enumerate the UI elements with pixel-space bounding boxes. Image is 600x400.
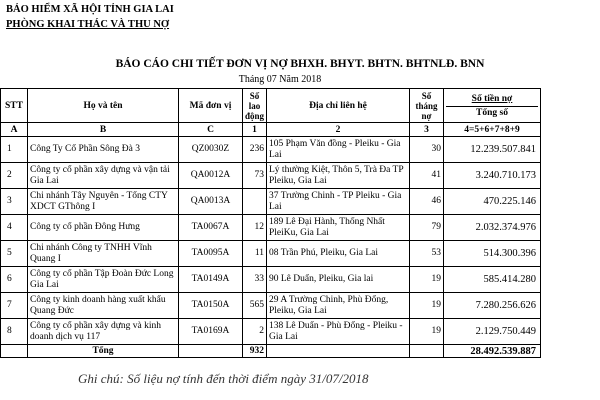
header-name: Họ và tên [28,89,179,123]
row-months: 19 [410,293,444,319]
row-amount: 470.225.146 [444,189,541,215]
row-name: Công ty cổ phần Tập Đoàn Đức Long Gia Lai [28,267,179,293]
row-code: TA0150A [179,293,243,319]
table-row [1,241,541,267]
total-code-empty [179,345,243,358]
row-name: Công ty cổ phần xây dựng và kinh doanh dịch vụ 117 [28,319,179,345]
index-cell: 4=5+6+7+8+9 [444,123,541,137]
index-cell: 3 [410,123,444,137]
row-amount: 7.280.256.626 [444,293,541,319]
total-stt-empty [1,345,28,358]
row-months: 53 [410,241,444,267]
row-name: Chi nhánh Công ty TNHH Vĩnh Quang I [28,241,179,267]
index-cell: B [28,123,179,137]
table-row [1,189,541,215]
row-name: Công Ty Cổ Phần Sông Đà 3 [28,137,179,163]
row-stt: 5 [1,241,28,267]
index-cell: 2 [267,123,410,137]
report-title: BÁO CÁO CHI TIẾT ĐƠN VỊ NỢ BHXH. BHYT. BHTN. BHTNLĐ. BNN [115,58,485,70]
row-stt: 3 [1,189,28,215]
department-name: PHÒNG KHAI THÁC VÀ THU NỢ [6,19,170,30]
row-address: 138 Lê Duẩn - Phù Đổng - Pleiku - Gia Lai [267,319,410,345]
table-row [1,267,541,293]
row-stt: 2 [1,163,28,189]
row-months: 30 [410,137,444,163]
row-amount: 12.239.507.841 [444,137,541,163]
row-code: TA0149A [179,267,243,293]
row-code: QZ0030Z [179,137,243,163]
index-cell: A [1,123,28,137]
total-months-empty [410,345,444,358]
header-address: Địa chỉ liên hệ [267,89,410,123]
table-row [1,215,541,241]
row-workers: 73 [243,163,267,189]
row-stt: 4 [1,215,28,241]
header-amount [444,89,541,123]
row-months: 41 [410,163,444,189]
row-name: Chi nhánh Tây Nguyên - Tổng CTY XDCT GThông I [28,189,179,215]
row-workers: 565 [243,293,267,319]
row-address: 08 Trần Phú, Pleiku, Gia Lai [267,241,410,267]
row-address: 90 Lê Duẩn, Pleiku, Gia lai [267,267,410,293]
row-code: QA0012A [179,163,243,189]
row-workers: 2 [243,319,267,345]
row-address: 37 Trường Chinh - TP Pleiku - Gia Lai [267,189,410,215]
index-cell: 1 [243,123,267,137]
header-amount-label: Số tiền nợ [471,93,513,104]
total-amount: 28.492.539.887 [444,345,541,358]
report-period: Tháng 07 Năm 2018 [238,74,322,85]
row-stt: 6 [1,267,28,293]
debt-report-table [0,88,541,358]
index-row [1,123,541,137]
table-row [1,293,541,319]
header-code: Mã đơn vị [179,89,243,123]
header-amount-total: Tổng số [446,106,538,118]
row-name: Công ty cổ phần Đông Hưng [28,215,179,241]
row-name: Công ty cổ phần xây dựng và vận tải Gia Lai [28,163,179,189]
row-amount: 3.240.710.173 [444,163,541,189]
row-months: 19 [410,267,444,293]
total-workers: 932 [243,345,267,358]
row-workers [243,189,267,215]
header-row [1,89,541,123]
row-address: 29 A Trường Chinh, Phù Đổng, Pleiku, Gia Lai [267,293,410,319]
row-code: TA0169A [179,319,243,345]
row-address: Lý thường Kiệt, Thôn 5, Trà Đa TP Pleiku, Gia Lai [267,163,410,189]
row-amount: 585.414.280 [444,267,541,293]
row-code: QA0013A [179,189,243,215]
header-months: Số tháng nợ [410,89,444,123]
row-amount: 514.300.396 [444,241,541,267]
total-address-empty [267,345,410,358]
footnote: Ghi chú: Số liệu nợ tính đến thời điểm ngày 31/07/2018 [78,371,369,386]
total-row [1,345,541,358]
row-stt: 7 [1,293,28,319]
index-cell: C [179,123,243,137]
table-row [1,163,541,189]
row-workers: 12 [243,215,267,241]
row-workers: 236 [243,137,267,163]
agency-name: BẢO HIỂM XÃ HỘI TỈNH GIA LAI [6,4,174,15]
row-amount: 2.129.750.449 [444,319,541,345]
row-stt: 1 [1,137,28,163]
row-months: 79 [410,215,444,241]
row-months: 19 [410,319,444,345]
row-workers: 11 [243,241,267,267]
table-row [1,319,541,345]
row-code: TA0095A [179,241,243,267]
row-code: TA0067A [179,215,243,241]
row-name: Công ty kinh doanh hàng xuất khẩu Quang Đức [28,293,179,319]
row-months: 46 [410,189,444,215]
header-stt: STT [1,89,28,123]
row-amount: 2.032.374.976 [444,215,541,241]
row-stt: 8 [1,319,28,345]
row-workers: 33 [243,267,267,293]
row-address: 189 Lê Đại Hành, Thống Nhất PleiKu, Gia Lai [267,215,410,241]
total-label: Tổng [28,345,179,358]
table-row [1,137,541,163]
header-workers: Số lao động [243,89,267,123]
row-address: 105 Phạm Văn đồng - Pleiku - Gia Lai [267,137,410,163]
